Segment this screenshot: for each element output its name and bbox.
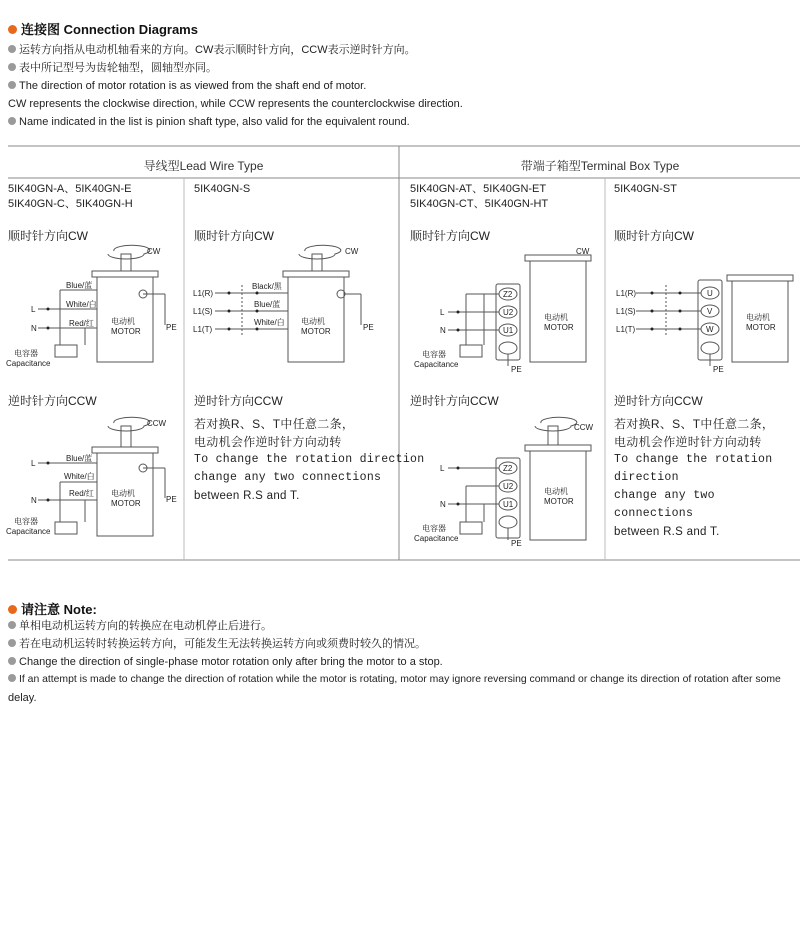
pe-label: PE xyxy=(511,365,522,374)
line-L-label: L xyxy=(440,308,445,317)
model-name: 5IK40GN-ST xyxy=(614,183,677,195)
swap-note-col4 xyxy=(614,415,800,541)
header-lead-wire: 导线型Lead Wire Type xyxy=(143,159,264,173)
motor-en-label: MOTOR xyxy=(544,323,574,332)
model-name: 5IK40GN-A、5IK40GN-E xyxy=(8,183,132,195)
motor-en-label: MOTOR xyxy=(746,323,776,332)
motor-en-label: MOTOR xyxy=(301,327,331,336)
terminal-U1-label: U1 xyxy=(503,500,514,509)
pe-label: PE xyxy=(166,495,177,504)
motor-cn-label: 电动机 xyxy=(544,487,568,496)
gray-bullet-icon xyxy=(8,674,16,682)
swap-text-cn: 电动机会作逆时针方向动转 xyxy=(614,435,762,449)
swap-text-en: change any two connections xyxy=(194,471,382,484)
col1-models xyxy=(8,182,133,212)
gray-bullet-icon xyxy=(8,657,16,665)
note-text: 若在电动机运转时转换运转方向，可能发生无法转换运转方向或须费时较久的情况。 xyxy=(19,638,426,650)
line-N-label: N xyxy=(440,326,446,335)
line-L1R-label: L1(R) xyxy=(193,289,214,298)
pe-label: PE xyxy=(713,365,724,374)
motor-cn-label: 电动机 xyxy=(544,313,568,322)
orange-bullet-icon xyxy=(8,605,17,614)
note-text: delay. xyxy=(8,692,37,704)
col2-models xyxy=(194,182,250,197)
line-N-label: N xyxy=(31,324,37,333)
swap-text-en: change any two connections xyxy=(614,489,715,520)
swap-text-cn: 若对换R、S、T中任意二条， xyxy=(614,417,775,431)
note-bottom-2 xyxy=(8,635,426,653)
wire-blue-label: Blue/蓝 xyxy=(254,300,281,309)
gray-bullet-icon xyxy=(8,621,16,629)
motor-cn-label: 电动机 xyxy=(301,317,325,326)
model-name: 5IK40GN-CT、5IK40GN-HT xyxy=(410,198,549,210)
pe-label: PE xyxy=(511,539,522,548)
pe-label: PE xyxy=(166,323,177,332)
wire-blue-label: Blue/蓝 xyxy=(66,454,93,463)
capacitor-cn-label: 电容器 xyxy=(14,517,38,526)
line-L1T-label: L1(T) xyxy=(616,325,636,334)
terminal-Z2-label: Z2 xyxy=(503,464,513,473)
swap-text-cn: 电动机会作逆时针方向动转 xyxy=(194,435,342,449)
wire-white-label: White/白 xyxy=(64,472,95,481)
wire-white-label: White/白 xyxy=(254,318,285,327)
cw-arrow-label: CW xyxy=(576,247,590,256)
wire-white-label: White/白 xyxy=(66,300,97,309)
cw-label-col3: 顺时针方向CW xyxy=(410,229,490,243)
terminal-U2-label: U2 xyxy=(503,308,514,317)
note-text: Name indicated in the list is pinion shaft type, also valid for the equivalent round. xyxy=(19,116,410,128)
terminal-U1-label: U1 xyxy=(503,326,514,335)
ccw-arrow-label: CCW xyxy=(574,423,594,432)
capacitor-en-label: Capacitance xyxy=(414,360,459,369)
wire-red-label: Red/红 xyxy=(69,489,94,498)
model-name: 5IK40GN-C、5IK40GN-H xyxy=(8,198,133,210)
line-L-label: L xyxy=(440,464,445,473)
line-L1R-label: L1(R) xyxy=(616,289,637,298)
capacitor-cn-label: 电容器 xyxy=(14,349,38,358)
capacitor-cn-label: 电容器 xyxy=(422,350,446,359)
motor-cn-label: 电动机 xyxy=(111,317,135,326)
ccw-label-col1: 逆时针方向CCW xyxy=(8,394,97,408)
line-L-label: L xyxy=(31,459,36,468)
cw-label-col4: 顺时针方向CW xyxy=(614,229,694,243)
line-L1T-label: L1(T) xyxy=(193,325,213,334)
note-text: If an attempt is made to change the direction of rotation while the motor is rotating, motor may ignore reversing command or change its direction of rotation after some xyxy=(19,674,781,685)
header-terminal-box: 带端子箱型Terminal Box Type xyxy=(520,159,680,173)
swap-text-en: between R.S and T. xyxy=(614,526,720,538)
note-bottom-4 xyxy=(8,671,781,689)
note-text: 表中所记型号为齿轮轴型，圆轴型亦同。 xyxy=(19,62,217,74)
swap-text-en: To change the rotation direction xyxy=(194,453,425,466)
heading-text: 请注意 Note: xyxy=(21,602,97,617)
swap-text-en: between R.S and T. xyxy=(194,490,300,502)
terminal-U-label: U xyxy=(707,289,713,298)
gray-bullet-icon xyxy=(8,639,16,647)
terminal-V-label: V xyxy=(707,307,713,316)
cw-label-col1: 顺时针方向CW xyxy=(8,229,88,243)
capacitor-en-label: Capacitance xyxy=(6,527,51,536)
diagram-terminal-s-cw xyxy=(606,240,800,380)
swap-text-en: To change the rotation direction xyxy=(614,453,773,484)
line-N-label: N xyxy=(31,496,37,505)
cw-label-col2: 顺时针方向CW xyxy=(194,229,274,243)
note-text: 单相电动机运转方向的转换应在电动机停止后进行。 xyxy=(19,620,272,632)
diagram-leadwire-s-cw xyxy=(185,240,399,380)
cw-arrow-label: CW xyxy=(147,247,161,256)
model-name: 5IK40GN-S xyxy=(194,183,251,195)
swap-text-cn: 若对换R、S、T中任意二条， xyxy=(194,417,355,431)
note-text: 运转方向指从电动机轴看来的方向。CW表示顺时针方向，CCW表示逆时针方向。 xyxy=(19,44,416,56)
wire-black-label: Black/黑 xyxy=(252,282,282,291)
ccw-arrow-label: CCW xyxy=(147,419,167,428)
col4-models xyxy=(614,182,677,197)
diagram-leadwire-ccw xyxy=(0,410,184,550)
line-L1S-label: L1(S) xyxy=(616,307,636,316)
motor-en-label: MOTOR xyxy=(111,327,141,336)
capacitor-en-label: Capacitance xyxy=(6,359,51,368)
note-text: The direction of motor rotation is as viewed from the shaft end of motor. xyxy=(19,80,367,92)
diagram-leadwire-cw xyxy=(0,240,184,380)
model-name: 5IK40GN-AT、5IK40GN-ET xyxy=(410,183,547,195)
note-bottom-5 xyxy=(8,689,37,707)
swap-note-col2 xyxy=(194,415,424,505)
diagram-terminal-ccw xyxy=(400,410,605,550)
motor-en-label: MOTOR xyxy=(111,499,141,508)
line-L1S-label: L1(S) xyxy=(193,307,213,316)
diagram-terminal-cw xyxy=(400,240,605,380)
note-text: Change the direction of single-phase motor rotation only after bring the motor to a stop. xyxy=(19,656,443,668)
ccw-label-col3: 逆时针方向CCW xyxy=(410,394,499,408)
cw-arrow-label: CW xyxy=(345,247,359,256)
wire-red-label: Red/红 xyxy=(69,319,94,328)
capacitor-cn-label: 电容器 xyxy=(422,524,446,533)
section-title-note xyxy=(8,599,97,618)
wire-blue-label: Blue/蓝 xyxy=(66,281,93,290)
line-L-label: L xyxy=(31,305,36,314)
terminal-W-label: W xyxy=(706,325,714,334)
heading-text: 连接图 Connection Diagrams xyxy=(21,22,198,37)
note-bottom-3 xyxy=(8,653,443,671)
note-text: CW represents the clockwise direction, while CCW represents the counterclockwise direction. xyxy=(8,98,463,110)
capacitor-en-label: Capacitance xyxy=(414,534,459,543)
ccw-label-col4: 逆时针方向CCW xyxy=(614,394,703,408)
pe-label: PE xyxy=(363,323,374,332)
motor-cn-label: 电动机 xyxy=(111,489,135,498)
motor-en-label: MOTOR xyxy=(544,497,574,506)
line-N-label: N xyxy=(440,500,446,509)
motor-cn-label: 电动机 xyxy=(746,313,770,322)
terminal-U2-label: U2 xyxy=(503,482,514,491)
ccw-label-col2: 逆时针方向CCW xyxy=(194,394,283,408)
terminal-Z2-label: Z2 xyxy=(503,290,513,299)
col3-models xyxy=(410,182,548,212)
note-bottom-1 xyxy=(8,617,272,635)
